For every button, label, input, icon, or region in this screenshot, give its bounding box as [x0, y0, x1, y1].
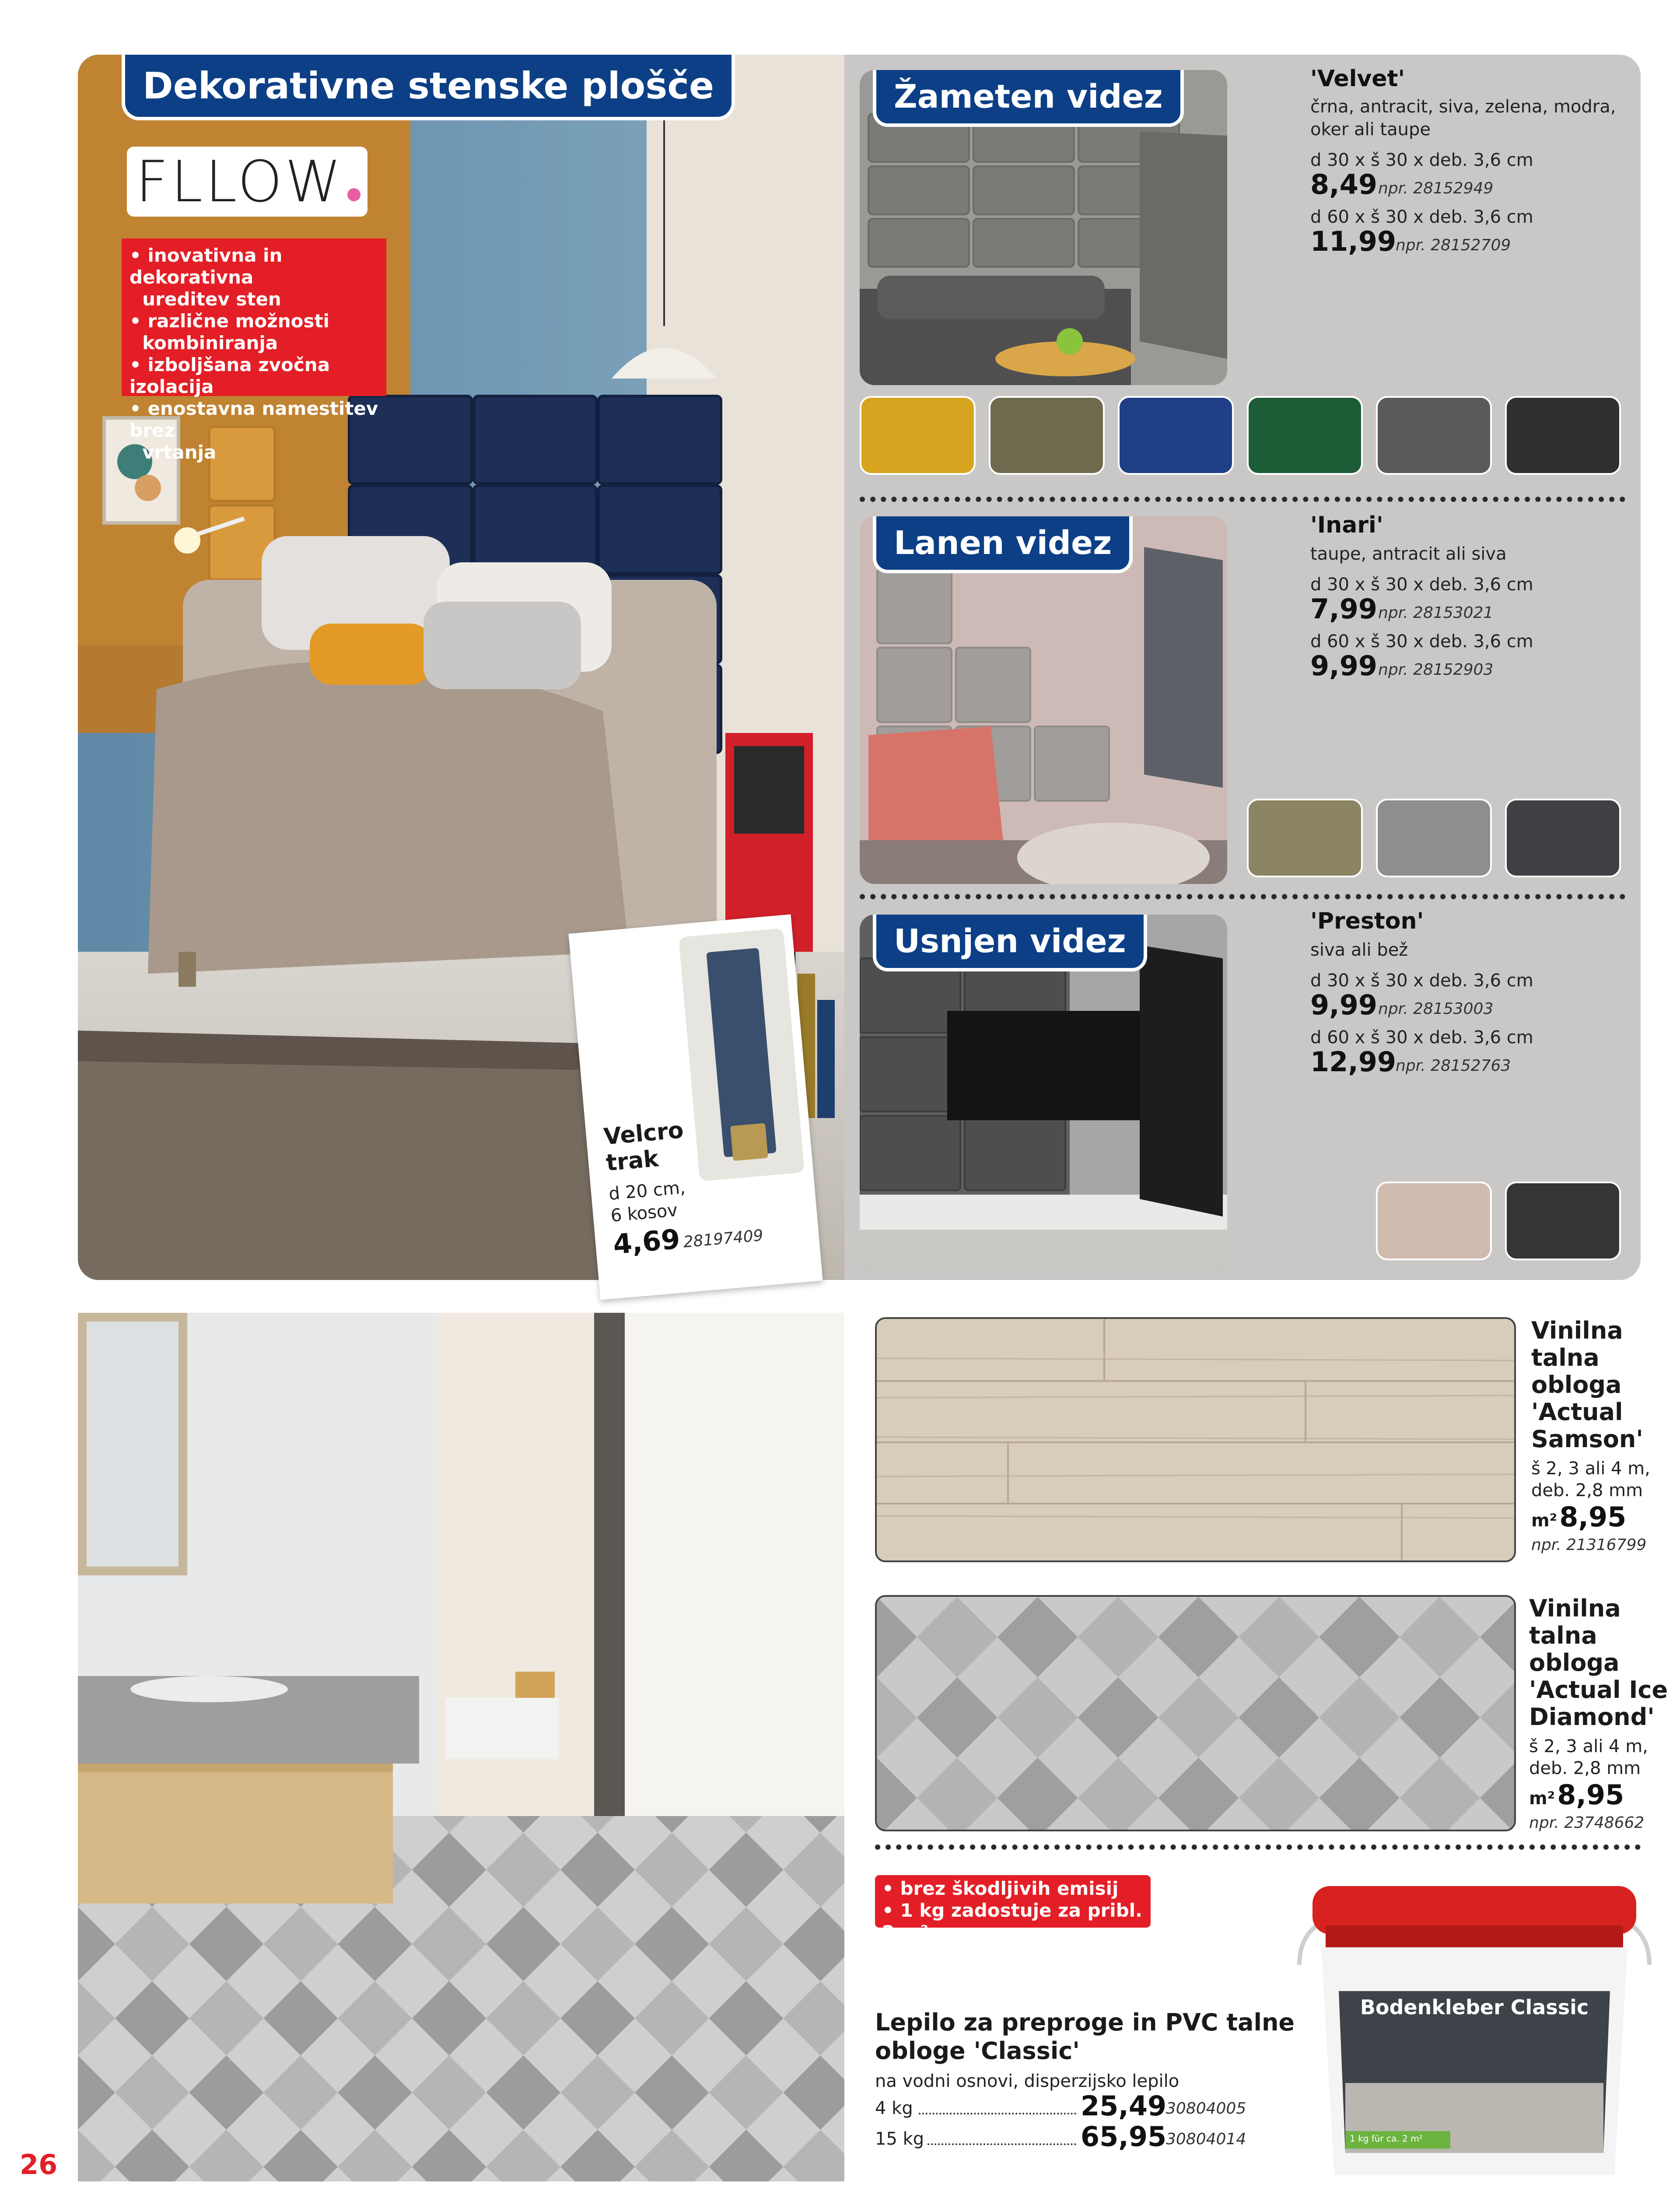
velcro-name-2: trak	[605, 1145, 660, 1177]
velvet-swatch-green[interactable]	[1247, 396, 1363, 475]
page-number: 26	[20, 2149, 58, 2181]
velvet-swatch-taupe[interactable]	[989, 396, 1105, 475]
velvet-colors-1: črna, antracit, siva, zelena, modra,	[1310, 97, 1616, 117]
adhesive-benefit: • brez škodljivih emisij	[882, 1878, 1119, 1899]
icediamond-name	[1529, 1595, 1668, 1731]
velvet-name: 'Velvet'	[1310, 66, 1405, 92]
preston-colors: siva ali bež	[1310, 940, 1408, 960]
samson-detail-1: š 2, 3 ali 4 m,	[1531, 1459, 1650, 1479]
velvet-swatch-black[interactable]	[1505, 396, 1621, 475]
icediamond-name-line: Diamond'	[1529, 1703, 1655, 1731]
samson-name-line: Samson'	[1531, 1425, 1643, 1453]
samson-detail-2: deb. 2,8 mm	[1531, 1480, 1643, 1501]
adhesive-price: 65,95	[1081, 2121, 1167, 2153]
feature-line: kombiniranja	[130, 332, 278, 354]
velvet-colors-2: oker ali taupe	[1310, 119, 1431, 140]
inari-swatch-grey[interactable]	[1376, 799, 1492, 877]
velcro-card	[568, 914, 822, 1300]
velvet-size-1: d 30 x š 30 x deb. 3,6 cm	[1310, 150, 1533, 170]
adhesive-row-4kg	[875, 2092, 1260, 2122]
velvet-swatch-blue[interactable]	[1118, 396, 1234, 475]
adhesive-benefit: • 1 kg zadostuje za pribl. 2 m²	[882, 1900, 1143, 1943]
hero-title: Dekorativne stenske plošče	[122, 55, 735, 120]
bucket-illustration	[1282, 1877, 1667, 2179]
adhesive-size: 4 kg	[875, 2098, 913, 2118]
samson-wood-texture	[877, 1319, 1516, 1562]
bucket-small-label: 1 kg für ca. 2 m²	[1350, 2133, 1423, 2144]
inari-article-2: npr. 28152903	[1378, 661, 1494, 679]
inari-size-2: d 60 x š 30 x deb. 3,6 cm	[1310, 631, 1533, 652]
velvet-article-2: npr. 28152709	[1396, 236, 1511, 254]
inari-price-1: 7,99	[1310, 593, 1377, 625]
velvet-ribbon: Žameten videz	[873, 70, 1184, 127]
feature-line: • različne možnosti	[130, 310, 329, 332]
inari-article-1: npr. 28153021	[1378, 604, 1494, 622]
dot-leader	[919, 2113, 1076, 2114]
adhesive-row-15kg	[875, 2122, 1260, 2153]
preston-price-2: 12,99	[1310, 1046, 1396, 1078]
velcro-detail-1: d 20 cm,	[608, 1177, 686, 1204]
adhesive-article: 30804005	[1166, 2100, 1246, 2118]
velcro-pack-image	[679, 928, 805, 1182]
preston-size-2: d 60 x š 30 x deb. 3,6 cm	[1310, 1027, 1533, 1048]
preston-ribbon: Usnjen videz	[873, 915, 1147, 971]
bucket-label: Bodenkleber Classic	[1360, 1995, 1589, 2019]
preston-article-2: npr. 28152763	[1396, 1057, 1511, 1075]
velcro-detail-2: 6 kosov	[609, 1200, 679, 1226]
velvet-price-1: 8,49	[1310, 168, 1377, 200]
velvet-swatch-ochre[interactable]	[860, 396, 976, 475]
inari-swatch-taupe[interactable]	[1247, 799, 1363, 877]
preston-swatch-grey[interactable]	[1505, 1182, 1621, 1260]
preston-swatch-beige[interactable]	[1376, 1182, 1492, 1260]
samson-name-line: Vinilna	[1531, 1317, 1623, 1344]
icediamond-article: npr. 23748662	[1529, 1814, 1645, 1832]
velvet-article-1: npr. 28152949	[1378, 179, 1494, 197]
velvet-price-2: 11,99	[1310, 225, 1396, 257]
feature-line: • izboljšana zvočna izolacija	[130, 354, 330, 397]
icediamond-name-line: 'Actual Ice	[1529, 1676, 1668, 1704]
velvet-size-2: d 60 x š 30 x deb. 3,6 cm	[1310, 207, 1533, 227]
samson-unit: m²	[1531, 1511, 1558, 1531]
samson-name-line: talna	[1531, 1344, 1600, 1371]
inari-name: 'Inari'	[1310, 512, 1383, 538]
icediamond-sample	[875, 1595, 1516, 1831]
features-box	[122, 238, 386, 463]
icediamond-unit: m²	[1529, 1788, 1555, 1809]
fllow-logo	[127, 147, 368, 217]
bathroom-illustration	[78, 1313, 844, 2181]
samson-sample	[875, 1317, 1516, 1562]
preston-size-1: d 30 x š 30 x deb. 3,6 cm	[1310, 971, 1533, 991]
feature-line: ureditev sten	[130, 288, 281, 310]
feature-line: vrtanja	[130, 442, 217, 463]
icediamond-name-line: Vinilna	[1529, 1595, 1621, 1622]
inari-ribbon: Lanen videz	[873, 516, 1133, 573]
fllow-logo-text: FLLOW	[136, 148, 344, 215]
adhesive-name-2: obloge 'Classic'	[875, 2037, 1080, 2065]
samson-name-line: 'Actual	[1531, 1398, 1623, 1426]
samson-price-row	[1531, 1501, 1626, 1533]
velcro-article: 28197409	[682, 1226, 764, 1252]
preston-article-1: npr. 28153003	[1378, 1000, 1494, 1018]
divider	[875, 1844, 1641, 1850]
divider	[860, 894, 1625, 899]
fllow-logo-dot	[347, 188, 360, 201]
icediamond-detail-1: š 2, 3 ali 4 m,	[1529, 1736, 1648, 1757]
icediamond-price-row	[1529, 1779, 1624, 1811]
icediamond-name-line: obloga	[1529, 1649, 1620, 1676]
velcro-name-1: Velcro	[602, 1117, 685, 1150]
adhesive-benefits-box	[875, 1875, 1151, 1943]
icediamond-price: 8,95	[1557, 1779, 1624, 1811]
inari-colors: taupe, antracit ali siva	[1310, 544, 1507, 564]
velcro-price: 4,69	[612, 1223, 682, 1261]
samson-price: 8,95	[1559, 1501, 1627, 1533]
samson-name-line: obloga	[1531, 1371, 1622, 1399]
divider	[860, 497, 1625, 502]
feature-line: • inovativna in dekorativna	[130, 245, 283, 288]
inari-swatch-anthracite[interactable]	[1505, 799, 1621, 877]
inari-price-2: 9,99	[1310, 650, 1377, 682]
feature-line: • enostavna namestitev brez	[130, 398, 378, 441]
adhesive-description: na vodni osnovi, disperzijsko lepilo	[875, 2071, 1180, 2091]
adhesive-name-1: Lepilo za preproge in PVC talne	[875, 2009, 1295, 2036]
dot-leader	[928, 2143, 1076, 2145]
icediamond-texture	[877, 1597, 1516, 1831]
icediamond-name-line: talna	[1529, 1622, 1597, 1649]
preston-price-1: 9,99	[1310, 989, 1377, 1021]
icediamond-detail-2: deb. 2,8 mm	[1529, 1758, 1641, 1778]
adhesive-price: 25,49	[1081, 2090, 1167, 2122]
velvet-swatch-grey[interactable]	[1376, 396, 1492, 475]
preston-name: 'Preston'	[1310, 908, 1424, 934]
bathroom-photo	[78, 1313, 844, 2181]
adhesive-bucket	[1282, 1877, 1667, 2179]
adhesive-article: 30804014	[1166, 2130, 1246, 2148]
samson-article: npr. 21316799	[1531, 1536, 1647, 1554]
inari-size-1: d 30 x š 30 x deb. 3,6 cm	[1310, 575, 1533, 595]
adhesive-size: 15 kg	[875, 2129, 924, 2149]
samson-name	[1531, 1317, 1643, 1453]
